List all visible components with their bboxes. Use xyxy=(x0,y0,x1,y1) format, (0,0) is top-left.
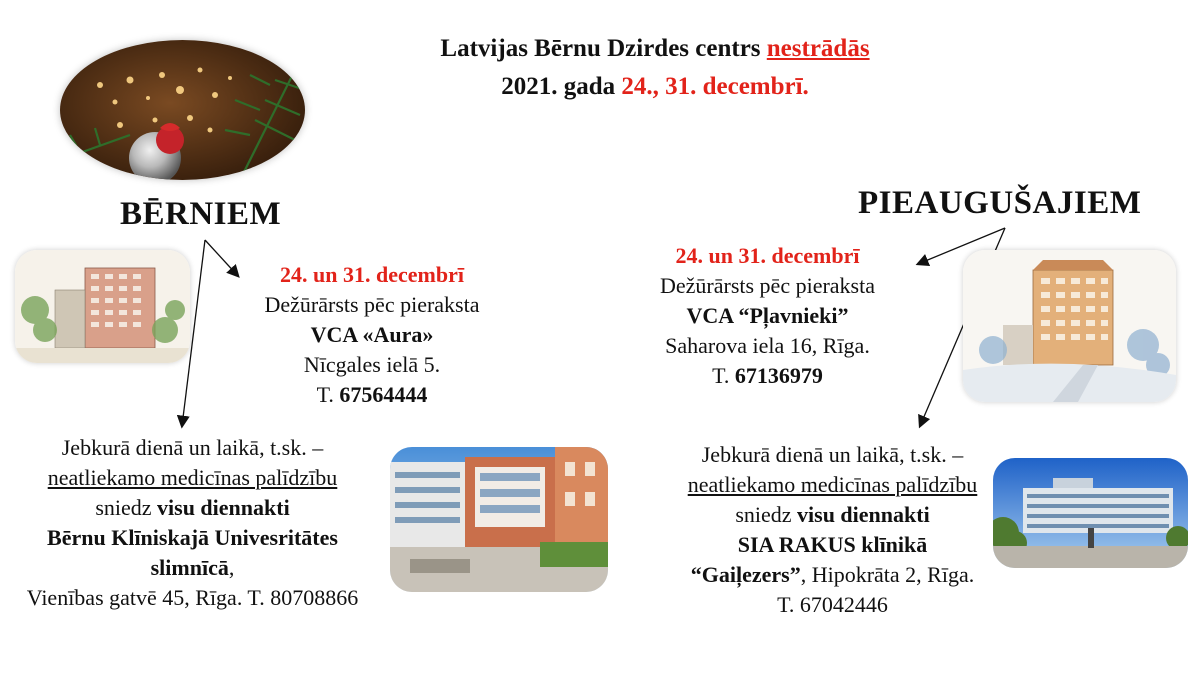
children-emergency-address: Vienības gatvē 45, Rīga. T. 80708866 xyxy=(26,585,359,610)
children-emergency-line5-suffix: , xyxy=(228,555,235,580)
adults-holiday-phone: 67136979 xyxy=(734,363,823,388)
children-phone-prefix: T. xyxy=(316,382,340,407)
children-emergency-line3: sniedz xyxy=(95,495,158,520)
adults-holiday-info xyxy=(635,241,900,391)
adults-phone-prefix: T. xyxy=(712,363,735,388)
adults-emergency-info xyxy=(630,440,1035,620)
plavnieki-building-image xyxy=(963,250,1176,402)
adults-emergency-hours: visu diennakti xyxy=(797,502,930,527)
children-section-title: BĒRNIEM xyxy=(120,196,282,232)
adults-holiday-address: Saharova iela 16, Rīga. xyxy=(665,333,870,358)
adults-section-title: PIEAUGUŠAJIEM xyxy=(858,185,1142,221)
adults-emergency-phone: T. 67042446 xyxy=(777,592,888,617)
children-emergency-line2: neatliekamo medicīnas palīdzību xyxy=(47,465,338,490)
children-holiday-dates: 24. un 31. decembrī xyxy=(280,262,464,287)
notice-closed-word: nestrādās xyxy=(766,35,870,62)
adults-emergency-line3: sniedz xyxy=(735,502,798,527)
adults-emergency-line2: neatliekamo medicīnas palīdzību xyxy=(687,472,978,497)
gailezers-hospital-image xyxy=(993,458,1188,568)
children-holiday-service: Dežūrārsts pēc pieraksta xyxy=(264,292,480,317)
children-emergency-line1: Jebkurā dienā un laikā, t.sk. – xyxy=(61,435,324,460)
children-emergency-hours: visu diennakti xyxy=(157,495,290,520)
adults-emergency-line1: Jebkurā dienā un laikā, t.sk. – xyxy=(701,442,964,467)
children-holiday-place: VCA «Aura» xyxy=(310,322,434,347)
adults-emergency-clinic-name: “Gaiļezers” xyxy=(690,562,801,587)
children-holiday-address: Nīcgales ielā 5. xyxy=(303,352,441,377)
adults-holiday-place: VCA “Pļavnieki” xyxy=(686,303,849,328)
adults-emergency-clinic: SIA RAKUS klīnikā xyxy=(737,532,928,557)
children-emergency-hospital: Bērnu Klīniskajā Univesritātes xyxy=(47,525,338,550)
notice-line1-text: Latvijas Bērnu Dzirdes centrs xyxy=(440,35,767,62)
adults-holiday-dates: 24. un 31. decembrī xyxy=(675,243,860,268)
adults-holiday-service: Dežūrārsts pēc pieraksta xyxy=(659,273,875,298)
notice-line2-text: 2021. gada xyxy=(501,73,622,100)
notice-dates: 24., 31. decembrī. xyxy=(621,73,809,100)
children-holiday-phone: 67564444 xyxy=(339,382,428,407)
children-emergency-hospital-2: slimnīcā xyxy=(150,555,229,580)
adults-emergency-address: , Hipokrāta 2, Rīga. xyxy=(800,562,975,587)
